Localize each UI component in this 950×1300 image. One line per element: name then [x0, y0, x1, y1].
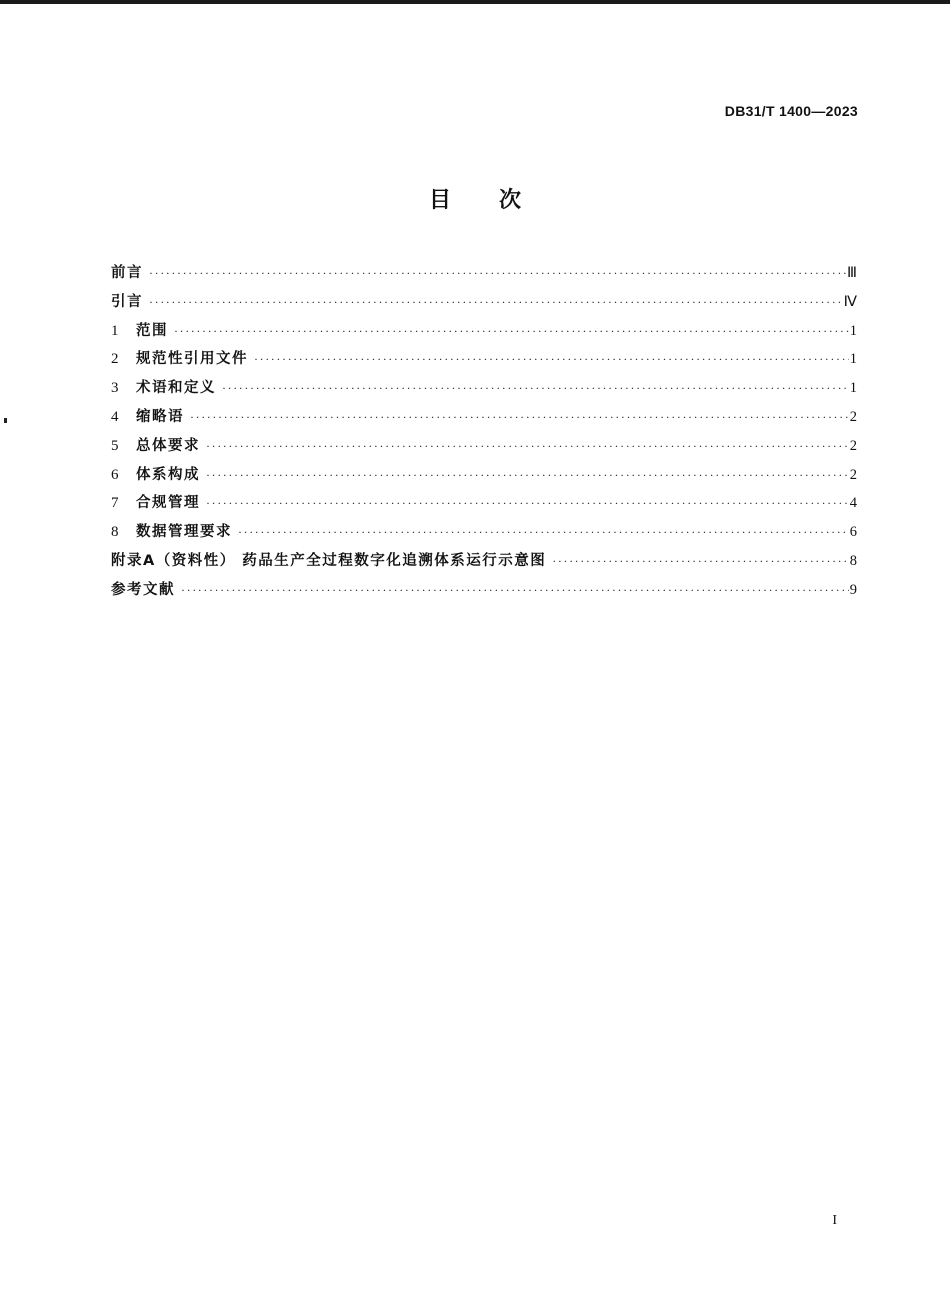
toc-entry-introduction[interactable]	[111, 290, 857, 319]
toc-leader-dots	[552, 554, 848, 569]
toc-entry-number: 2	[111, 351, 119, 368]
toc-entry-number: 5	[111, 437, 119, 454]
toc-entry-page: 1	[849, 351, 857, 368]
top-border-rule	[0, 0, 950, 4]
toc-leader-dots	[238, 525, 849, 540]
toc-entry-label: 前言	[111, 265, 143, 281]
toc-entry-references[interactable]	[111, 578, 857, 607]
toc-entry-section-6[interactable]	[111, 463, 857, 492]
toc-entry-label: 总体要求	[136, 437, 200, 454]
toc-entry-section-7[interactable]	[111, 491, 857, 520]
toc-title: 目次	[428, 188, 569, 213]
scan-mark	[4, 418, 7, 423]
toc-entry-section-8[interactable]	[111, 520, 857, 549]
toc-entry-page: 4	[849, 495, 857, 512]
toc-entry-page: 6	[849, 524, 857, 541]
toc-entry-label: 规范性引用文件	[136, 351, 248, 368]
toc-entry-label: 合规管理	[136, 495, 200, 512]
toc-leader-dots	[149, 266, 846, 281]
toc-entry-page: 1	[849, 322, 857, 339]
toc-entry-label: 范围	[136, 322, 168, 339]
toc-entry-label: 附录A（资料性） 药品生产全过程数字化追溯体系运行示意图	[111, 552, 547, 569]
toc-leader-dots	[254, 352, 849, 367]
document-number: DB31/T 1400—2023	[724, 103, 858, 119]
toc-entry-page: 2	[849, 437, 857, 454]
toc-entry-page: Ⅳ	[843, 293, 857, 310]
toc-entry-label: 数据管理要求	[136, 524, 232, 541]
page-number: I	[832, 1213, 837, 1228]
toc-entry-page: Ⅲ	[847, 265, 857, 281]
toc-entry-number: 8	[111, 524, 119, 541]
toc-entry-page: 1	[849, 380, 857, 397]
toc-entry-section-5[interactable]	[111, 434, 857, 463]
toc-leader-dots	[206, 439, 849, 454]
toc-entry-label: 体系构成	[136, 466, 200, 483]
toc-entry-number: 1	[111, 322, 119, 339]
toc-entry-number: 4	[111, 408, 119, 425]
toc-leader-dots	[181, 583, 849, 598]
toc-entry-page: 9	[849, 581, 857, 598]
toc-entry-page: 2	[849, 466, 857, 483]
toc-entry-number: 3	[111, 380, 119, 397]
toc-entry-number: 7	[111, 495, 119, 512]
toc-leader-dots	[174, 324, 849, 339]
table-of-contents	[111, 261, 857, 607]
toc-leader-dots	[149, 295, 843, 310]
toc-entry-number: 6	[111, 466, 119, 483]
toc-entry-foreword[interactable]	[111, 261, 857, 290]
toc-entry-label: 缩略语	[136, 408, 184, 425]
toc-entry-page: 8	[849, 552, 857, 569]
toc-entry-appendix-a[interactable]	[111, 549, 857, 578]
toc-entry-label: 引言	[111, 293, 143, 310]
toc-entry-section-3[interactable]	[111, 376, 857, 405]
toc-leader-dots	[206, 468, 849, 483]
toc-entry-section-1[interactable]	[111, 319, 857, 348]
toc-leader-dots	[190, 410, 849, 425]
toc-leader-dots	[222, 381, 849, 396]
toc-leader-dots	[206, 496, 849, 511]
toc-entry-label: 术语和定义	[136, 380, 216, 397]
toc-entry-label: 参考文献	[111, 581, 175, 598]
toc-entry-section-4[interactable]	[111, 405, 857, 434]
toc-entry-page: 2	[849, 408, 857, 425]
toc-entry-section-2[interactable]	[111, 347, 857, 376]
